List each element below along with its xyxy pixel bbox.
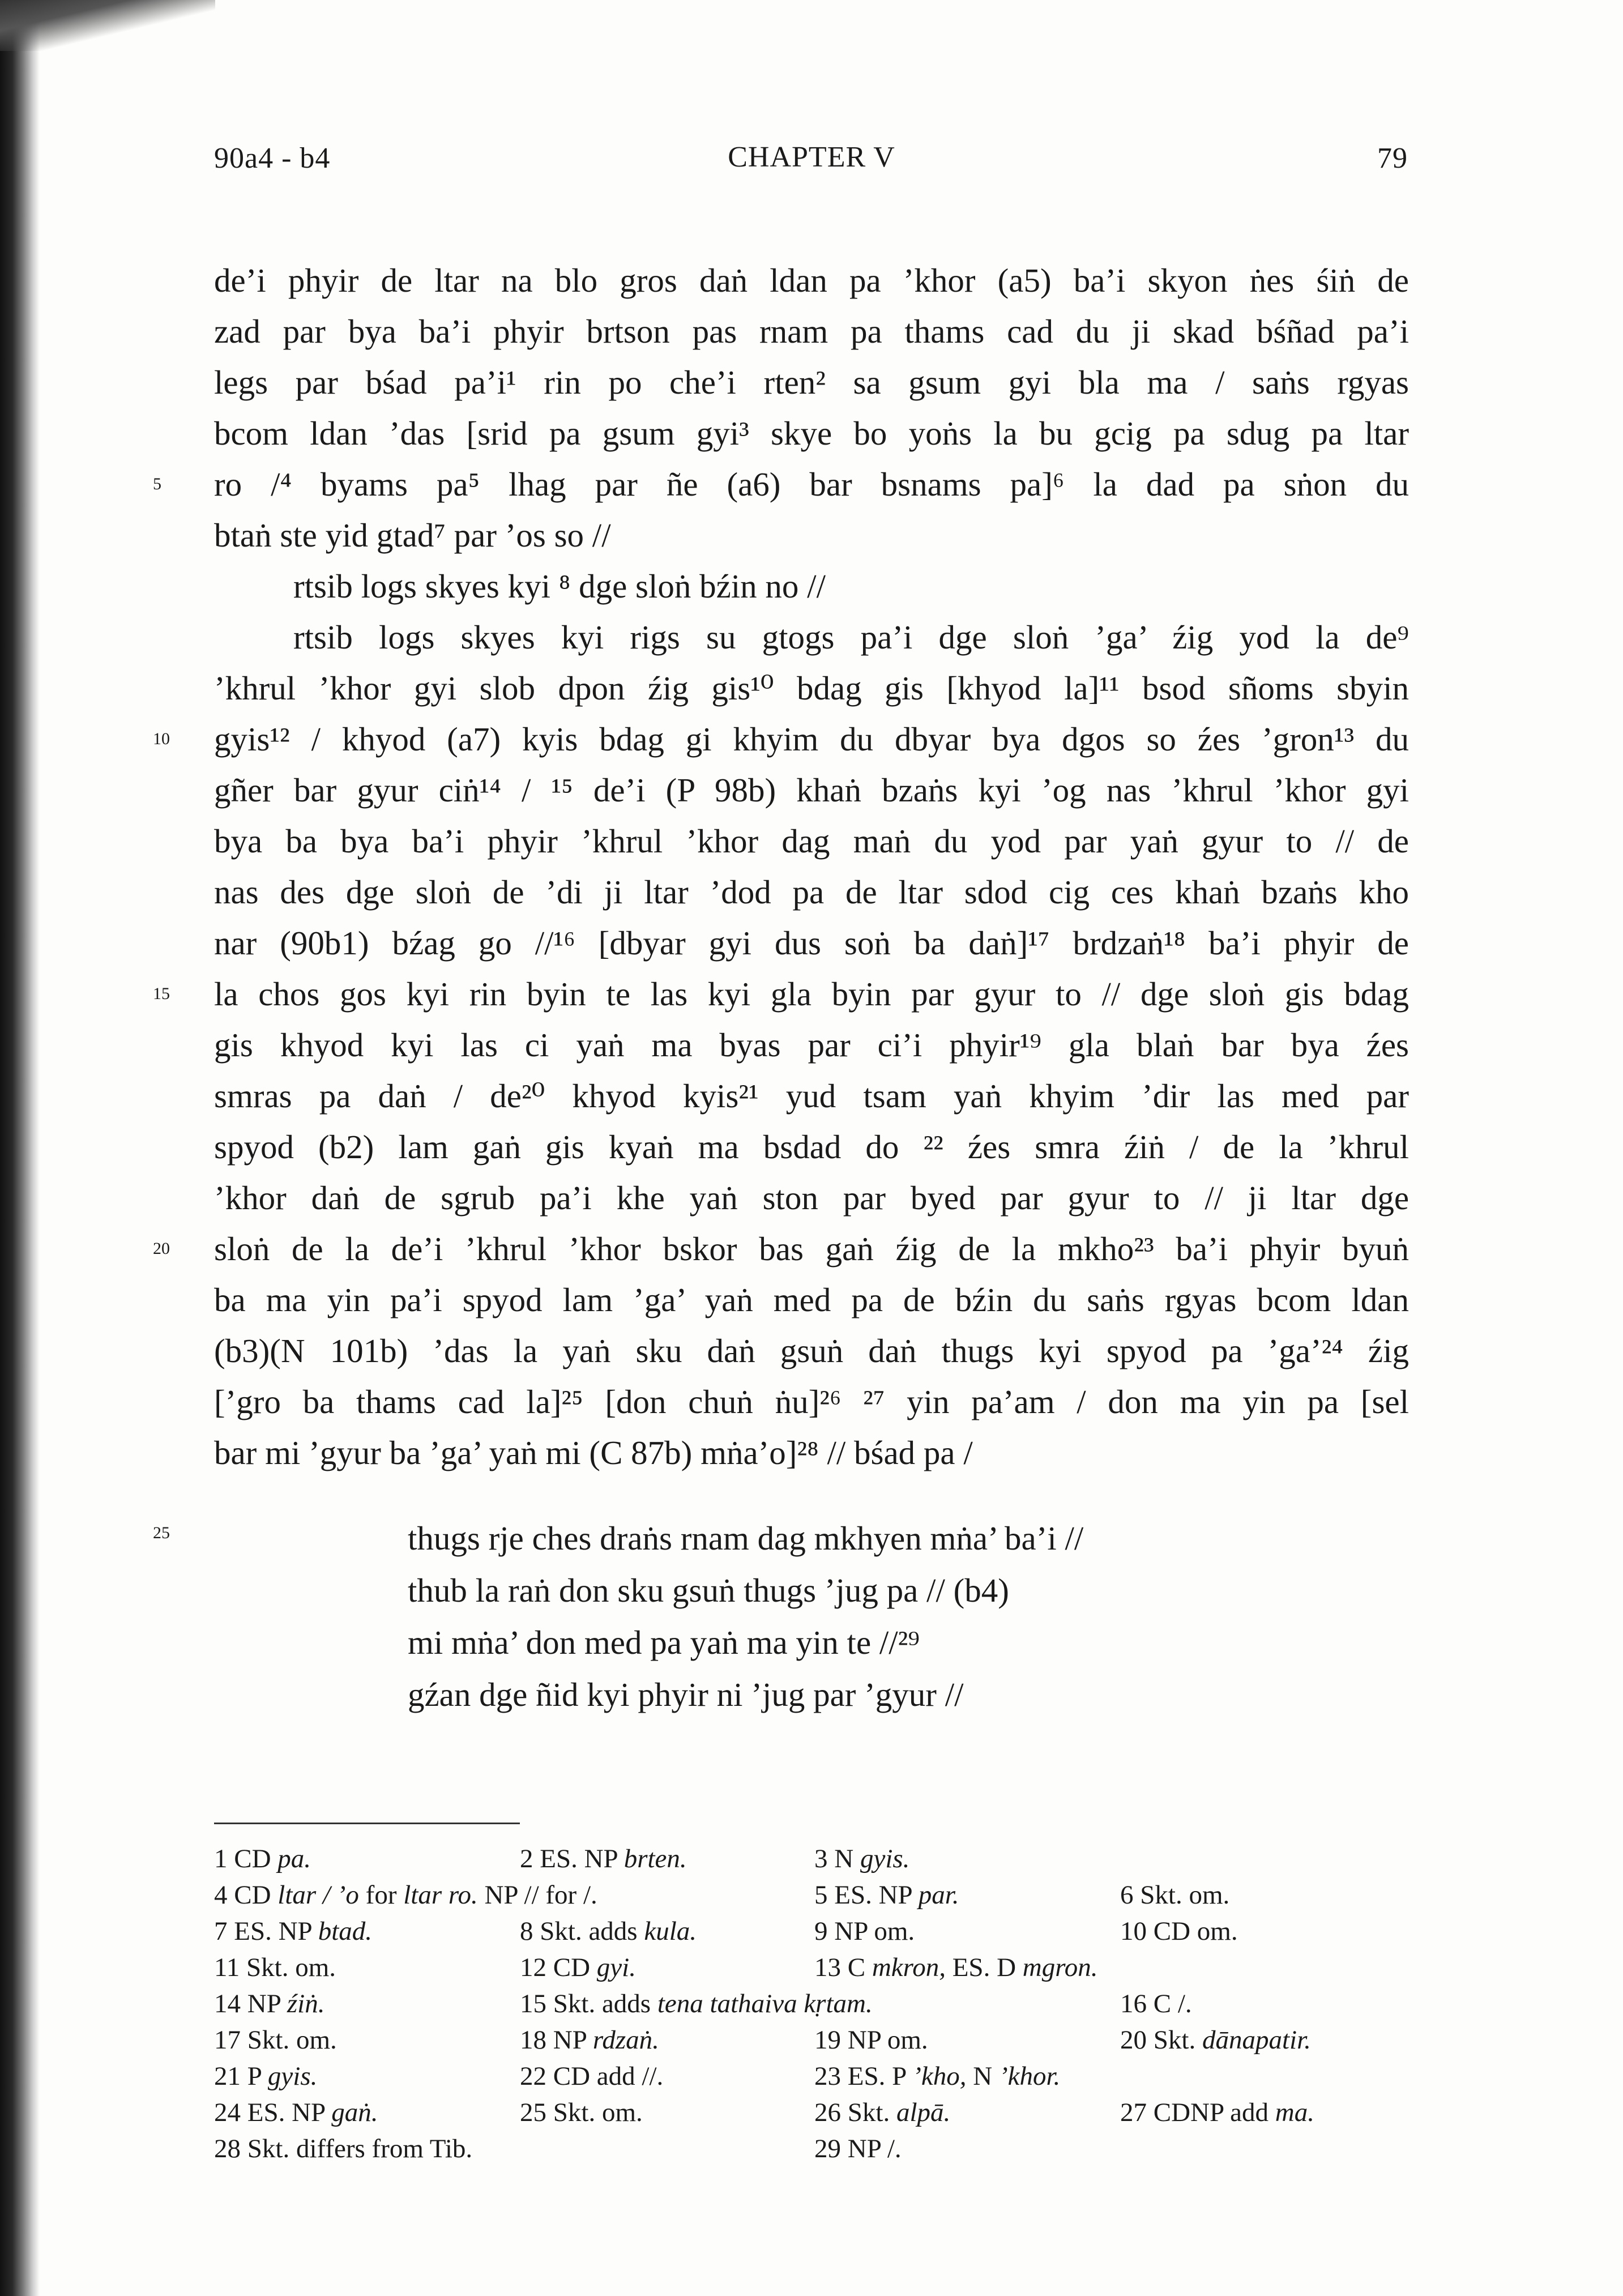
footnote-row: [214, 1913, 1460, 1949]
footnote: 13 C mkron, ES. D mgron.: [814, 1953, 1098, 1982]
footnote: 25 Skt. om.: [520, 2098, 643, 2127]
footnote-rule: [214, 1823, 520, 1824]
text-line: rtsib logs skyes kyi rigs su gtogs pa’i dge sloṅ ’ga’ źig yod la de⁹: [293, 618, 1409, 656]
footnote: 16 C /.: [1120, 1989, 1192, 2018]
text-line: de’i phyir de ltar na blo gros daṅ ldan pa ’khor (a5) ba’i skyon ṅes śiṅ de: [214, 262, 1409, 299]
footnote-row: [214, 1877, 1460, 1913]
text-line: gyis¹² / khyod (a7) kyis bdag gi khyim du dbyar bya dgos so źes ’gron¹³ du: [214, 720, 1409, 758]
text-line: legs par bśad pa’i¹ rin po che’i rten² sa gsum gyi bla ma / saṅs rgyas: [214, 364, 1409, 401]
text-line: btaṅ ste yid gtad⁷ par ’os so //: [214, 517, 611, 554]
footnote: 14 NP źiṅ.: [214, 1989, 325, 2018]
footnote: 29 NP /.: [814, 2134, 902, 2163]
footnote: 15 Skt. adds tena tathaiva kṛtam.: [520, 1989, 873, 2018]
footnote: 26 Skt. alpā.: [814, 2098, 951, 2127]
text-line: ’khrul ’khor gyi slob dpon źig gis¹⁰ bdag gis [khyod la]¹¹ bsod sñoms sbyin: [214, 669, 1409, 707]
text-line: bcom ldan ’das [srid pa gsum gyi³ skye bo yoṅs la bu gcig pa sdug pa ltar: [214, 415, 1409, 452]
footnote: 2 ES. NP brten.: [520, 1844, 687, 1873]
line-number: 10: [153, 729, 170, 748]
lemma-line: rtsib logs skyes kyi ⁸ dge sloṅ bźin no //: [293, 567, 826, 605]
footnote: 23 ES. P ’kho, N ’khor.: [814, 2062, 1061, 2091]
text-line: sloṅ de la de’i ’khrul ’khor bskor bas gaṅ źig de la mkho²³ ba’i phyir byuṅ: [214, 1230, 1409, 1268]
footnote-row: [214, 1841, 1460, 1877]
text-line: nas des dge sloṅ de ’di ji ltar ’dod pa de ltar sdod cig ces khaṅ bzaṅs kho: [214, 873, 1409, 911]
text-line: zad par bya ba’i phyir brtson pas rnam pa thams cad du ji skad bśñad pa’i: [214, 313, 1409, 350]
running-head-folio: 90a4 - b4: [214, 142, 331, 174]
verse-line: thub la raṅ don sku gsuṅ thugs ’jug pa // (b4): [408, 1572, 1009, 1609]
verse-line: thugs rje ches draṅs rnam dag mkhyen mṅa’ ba’i //: [408, 1520, 1084, 1557]
verse-line: gźan dge ñid kyi phyir ni ’jug par ’gyur //: [408, 1676, 964, 1713]
line-number: 15: [153, 984, 170, 1003]
verse-block: [408, 1512, 1314, 1721]
footnote: 22 CD add //.: [520, 2062, 664, 2091]
footnote: 1 CD pa.: [214, 1844, 311, 1873]
text-line: nar (90b1) bźag go //¹⁶ [dbyar gyi dus soṅ ba daṅ]¹⁷ brdzaṅ¹⁸ ba’i phyir de: [214, 924, 1409, 962]
line-number: 5: [153, 475, 161, 493]
footnote: 21 P gyis.: [214, 2062, 318, 2091]
text-line: ro /⁴ byams pa⁵ lhag par ñe (a6) bar bsnams pa]⁶ la dad pa sṅon du: [214, 466, 1409, 503]
verse-line: mi mṅa’ don med pa yaṅ ma yin te //²⁹: [408, 1624, 920, 1661]
footnote: 5 ES. NP par.: [814, 1880, 959, 1910]
footnote: 8 Skt. adds kula.: [520, 1917, 697, 1946]
text-line: smras pa daṅ / de²⁰ khyod kyis²¹ yud tsam yaṅ khyim ’dir las med par: [214, 1077, 1409, 1115]
body-text: [214, 255, 1409, 1478]
text-line: (b3)(N 101b) ’das la yaṅ sku daṅ gsuṅ daṅ thugs kyi spyod pa ’ga’²⁴ źig: [214, 1332, 1409, 1369]
text-line: bar mi ’gyur ba ’ga’ yaṅ mi (C 87b) mṅa’o]²⁸ // bśad pa /: [214, 1434, 973, 1471]
footnote-row: [214, 2022, 1460, 2058]
footnotes: [214, 1841, 1460, 2167]
footnote-row: [214, 2131, 1460, 2167]
line-number: 20: [153, 1239, 170, 1258]
footnote-row: [214, 2058, 1460, 2094]
footnote-row: [214, 2094, 1460, 2131]
footnote-row: [214, 1986, 1460, 2022]
footnote: 3 N gyis.: [814, 1844, 910, 1873]
footnote: 18 NP rdzaṅ.: [520, 2025, 659, 2055]
footnote: 12 CD gyi.: [520, 1953, 636, 1982]
footnote: 9 NP om.: [814, 1917, 915, 1946]
footnote: 6 Skt. om.: [1120, 1880, 1230, 1910]
text-line: spyod (b2) lam gaṅ gis kyaṅ ma bsdad do ²² źes smra źiṅ / de la ’khrul: [214, 1128, 1409, 1166]
footnote: 20 Skt. dānapatir.: [1120, 2025, 1311, 2055]
text-line: ’khor daṅ de sgrub pa’i khe yaṅ ston par byed par gyur to // ji ltar dge: [214, 1179, 1409, 1217]
running-head-title: CHAPTER V: [728, 141, 895, 173]
text-line: gis khyod kyi las ci yaṅ ma byas par ci’i phyir¹⁹ gla blaṅ bar bya źes: [214, 1026, 1409, 1064]
page-number: 79: [1377, 142, 1408, 174]
binding-shadow: [0, 0, 40, 2296]
footnote: 17 Skt. om.: [214, 2025, 337, 2055]
footnote-row: [214, 1949, 1460, 1986]
text-line: gñer bar gyur ciṅ¹⁴ / ¹⁵ de’i (P 98b) khaṅ bzaṅs kyi ’og nas ’khrul ’khor gyi: [214, 771, 1409, 809]
text-line: ba ma yin pa’i spyod lam ’ga’ yaṅ med pa de bźin du saṅs rgyas bcom ldan: [214, 1281, 1409, 1318]
text-line: la chos gos kyi rin byin te las kyi gla byin par gyur to // dge sloṅ gis bdag: [214, 975, 1409, 1013]
line-number: 25: [153, 1523, 170, 1542]
footnote: 10 CD om.: [1120, 1917, 1238, 1946]
footnote: 19 NP om.: [814, 2025, 928, 2055]
footnote: 28 Skt. differs from Tib.: [214, 2134, 473, 2163]
footnote: 4 CD ltar / ’o for ltar ro. NP // for /.: [214, 1880, 597, 1910]
binding-shadow-top: [0, 0, 215, 51]
footnote: 27 CDNP add ma.: [1120, 2098, 1314, 2127]
footnote: 7 ES. NP btad.: [214, 1917, 372, 1946]
footnote: 24 ES. NP gaṅ.: [214, 2098, 378, 2127]
text-line: [’gro ba thams cad la]²⁵ [don chuṅ ṅu]²⁶ ²⁷ yin pa’am / don ma yin pa [sel: [214, 1383, 1409, 1420]
footnote: 11 Skt. om.: [214, 1953, 336, 1982]
text-line: bya ba bya ba’i phyir ’khrul ’khor dag maṅ du yod par yaṅ gyur to // de: [214, 822, 1409, 860]
